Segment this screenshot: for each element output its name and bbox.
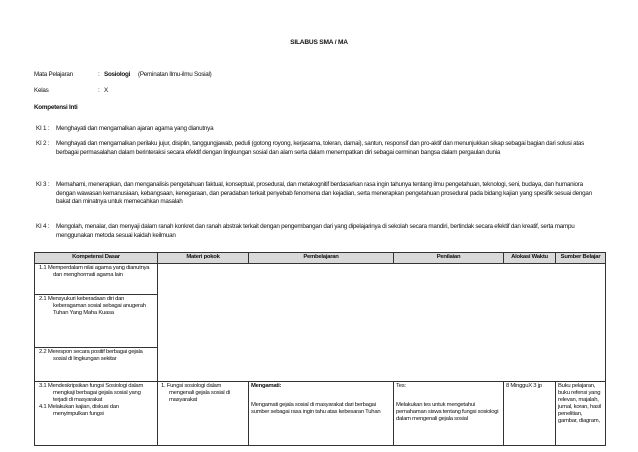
kd-cell	[35, 264, 158, 295]
mata-pelajaran-value: Sosiologi	[104, 71, 131, 78]
penilaian-heading: Tes:	[396, 383, 406, 389]
mata-pelajaran-note: (Peminatan Ilmu-ilmu Sosial)	[138, 71, 212, 78]
mata-pelajaran-label: Mata Pelajaran	[34, 71, 73, 78]
kd-3-1: 3.1 Mendeskripsikan fungsi Sosiologi dalam mengkaji berbagai gejala sosial yang terjadi di masyarakat	[39, 383, 144, 404]
header-materi-pokok: Materi pokok	[158, 253, 249, 264]
ki-1-text: Menghayati dan mengamalkan ajaran agama yang dianutnya	[56, 125, 214, 132]
penilaian-cell	[394, 382, 504, 446]
header-sumber-belajar: Sumber Belajar	[556, 253, 606, 264]
kd-4-1: 4.1 Melakukan kajian, diskusi dan menyimpulkan fungsi	[39, 404, 119, 418]
kelas-label: Kelas	[34, 87, 49, 94]
mata-pelajaran-sep: :	[98, 71, 100, 78]
document-title: SILABUS SMA / MA	[290, 39, 348, 46]
ki-2-label: KI 2 :	[36, 140, 50, 147]
alokasi-text: 8 MingguX 3 jp	[506, 383, 542, 389]
kd-cell	[35, 348, 158, 382]
header-pembelajaran: Pembelajaran	[249, 253, 394, 264]
alokasi-cell	[504, 382, 556, 446]
kelas-value: X	[104, 87, 108, 94]
table-row	[35, 264, 606, 295]
kelas-sep: :	[98, 87, 100, 94]
kd-1-1: 1.1 Memperdalam nilai agama yang dianutnya dan menghormati agama lain	[39, 265, 150, 279]
kd-cell	[35, 382, 158, 446]
kd-cell	[35, 295, 158, 348]
ki-4-text: Mengolah, menalar, dan menyaji dalam ranah konkret dan ranah abstrak terkait dengan pengembangan dari yang dipelajarinya di sekolah secara mandiri, bertindak secara efektif dan kreatif, serta mampu menggunakan metoda sesuai kaidah keilmuan	[56, 223, 575, 239]
materi-text: 1. Fungsi sosiologi dalam mengenali gejala sosial di masyarakat	[161, 383, 230, 404]
empty-merged-cell	[158, 264, 606, 382]
ki-4-label: KI 4 :	[36, 223, 50, 230]
penilaian-text: Melakukan tes untuk mengetahui pemahaman siswa tentang fungsi sosiologi dalam mengenali gejala sosial	[396, 402, 499, 423]
kelas-row	[34, 87, 108, 95]
table-row	[35, 382, 606, 446]
sumber-cell	[556, 382, 606, 446]
ki-3-text: Memahami, menerapkan, dan menganalisis pengetahuan faktual, konseptual, prosedural, dan metakognitif berdasarkan rasa ingin tahunya tentang ilmu pengetahuan, teknologi, seni, budaya, dan humaniora dengan wawasan kemanusiaan, kebangsaan, kenegaraan, dan peradaban terkait penyebab fenomena dan kejadian, serta menerapkan pengetahuan prosedural pada bidang kajian yang spesifik sesuai dengan bakat dan minatnya untuk memecahkan masalah	[56, 181, 592, 206]
header-alokasi-waktu: Alokasi Waktu	[504, 253, 556, 264]
pembelajaran-text: Mengamati gejala sosial di masyarakat dari berbagai sumber sebagai rasa ingin tahu atas kebesaran Tuhan	[251, 402, 381, 416]
sumber-text: Buku pelajaran, buku refensi yang relevan, majalah, jurnal, koran, hasil penelitian, gambar, diagram,	[558, 383, 601, 425]
kompetensi-inti-heading: Kompetensi Inti	[34, 104, 78, 111]
ki-1-label: KI 1 :	[36, 125, 50, 132]
kd-2-2: 2.2 Merespon secara positif berbagai gejala sosial di lingkungan sekitar	[39, 349, 143, 363]
header-kompetensi-dasar: Kompetensi Dasar	[35, 253, 158, 264]
pembelajaran-heading: Mengamati:	[251, 383, 282, 389]
ki-2-text: Menghayati dan mengamalkan perilaku jujur, disiplin, tanggungjawab, peduli (gotong royong, kerjasama, toleran, damai), santun, responsif dan pro-aktif dan menunjukkan sikap sebagai bagian dari solusi atas berbagai permasalahan dalam berinteraksi secara efektif dengan lingkungan sosial dan alam serta dalam menempatkan diri sebagai cerminan bangsa dalam pergaulan dunia	[56, 140, 584, 156]
materi-cell	[158, 382, 249, 446]
mata-pelajaran-row	[34, 71, 212, 79]
table-header-row	[35, 253, 606, 264]
pembelajaran-cell	[249, 382, 394, 446]
ki-3-label: KI 3 :	[36, 181, 50, 188]
syllabus-table	[34, 252, 606, 446]
header-penilaian: Penilaian	[394, 253, 504, 264]
kd-2-1: 2.1 Mensyukuri keberadaan diri dan keberagaman sosial sebagai anugerah Tuhan Yang Maha Kuasa	[39, 296, 146, 317]
